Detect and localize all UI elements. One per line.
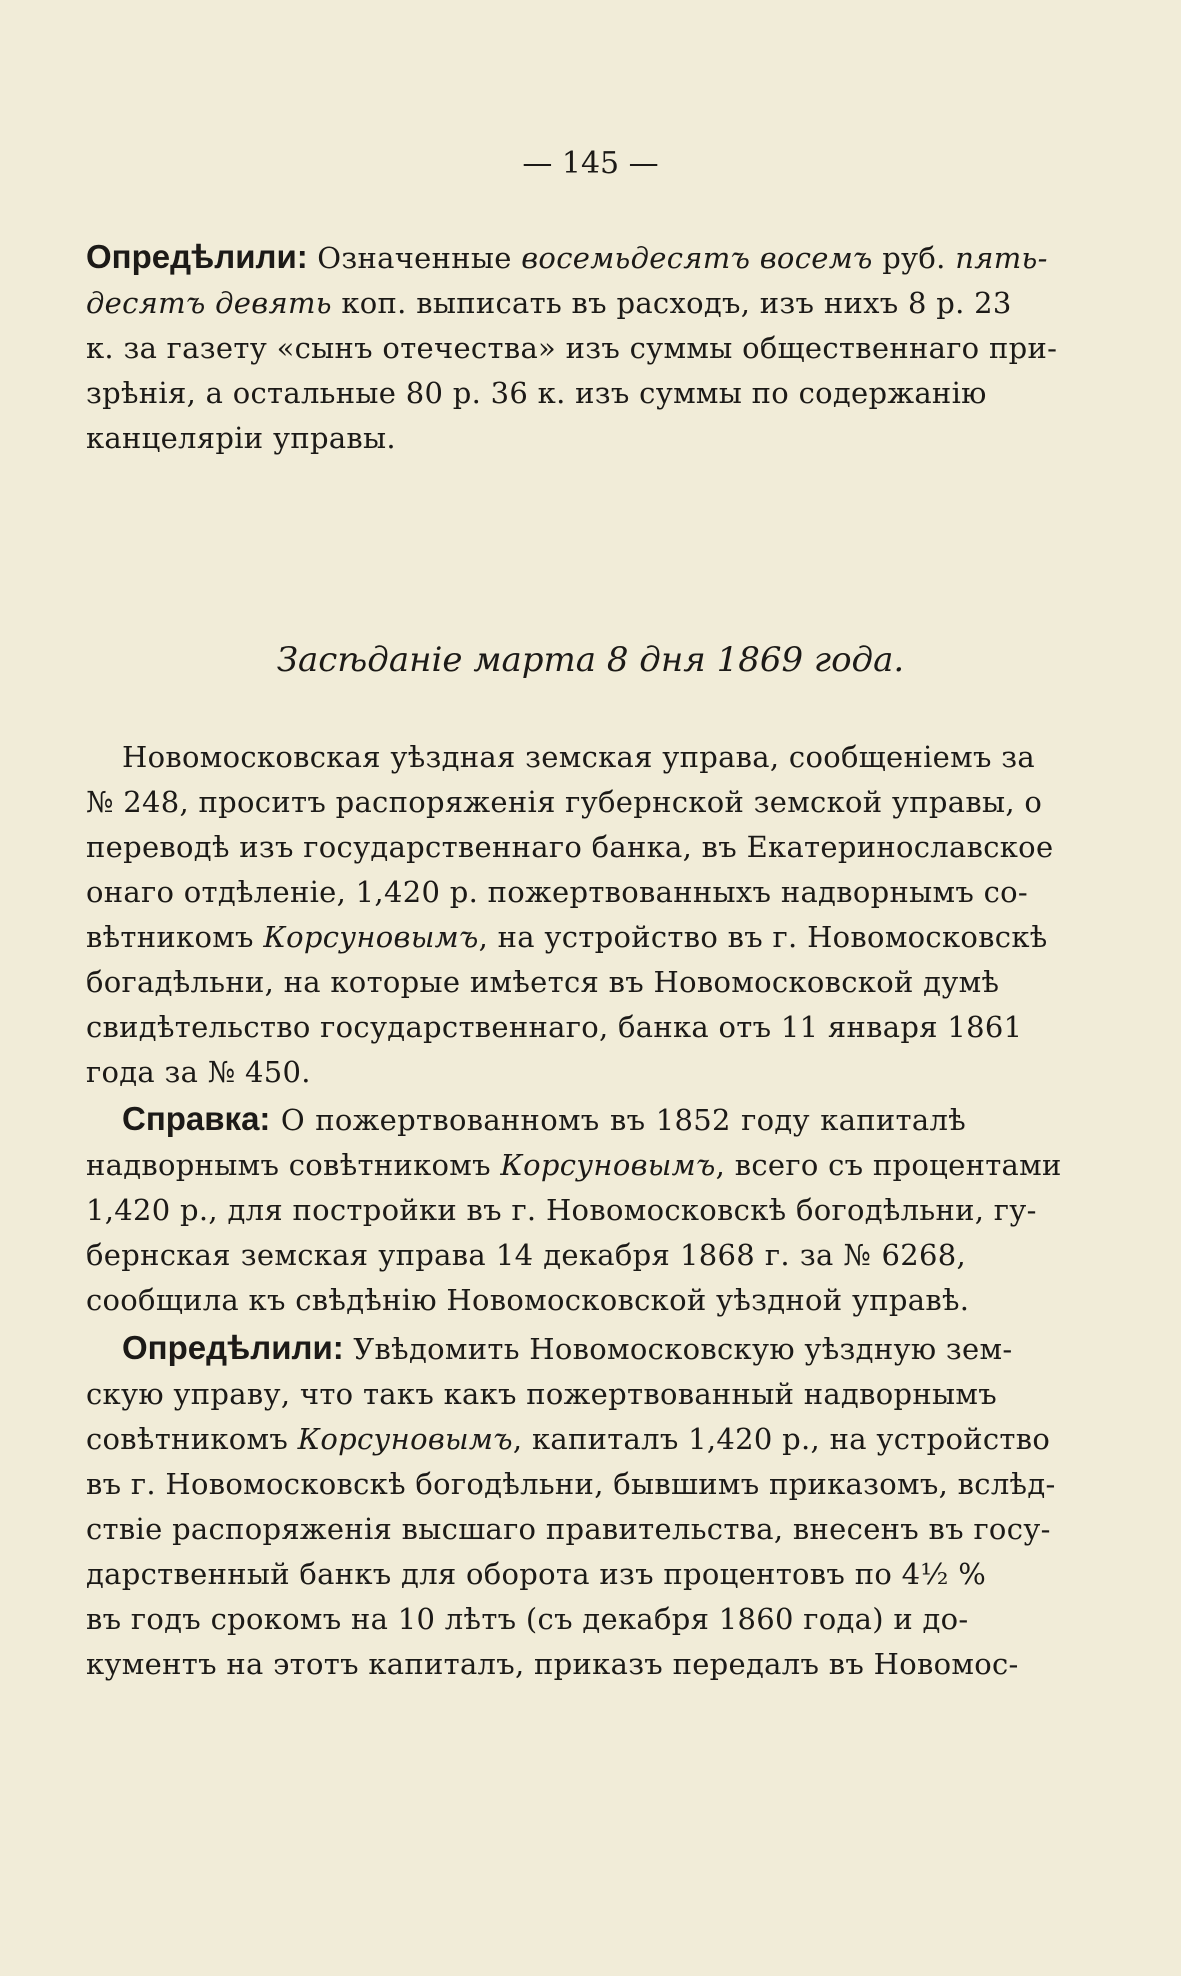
text-line: О пожертвованномъ въ 1852 году капиталѣ [280,1103,966,1137]
text-line: въ г. Новомосковскѣ богодѣльни, бывшимъ приказомъ, вслѣд- [86,1467,1056,1501]
resolution-label: Опредѣлили: [86,238,308,275]
text-line: к. за газету «сынъ отечества» изъ суммы общественнаго при- [86,331,1058,365]
text-line: канцеляріи управы. [86,421,396,455]
text-line: зрѣнія, а остальные 80 р. 36 к. изъ суммы по содержанію [86,376,987,410]
text-line: ствіе распоряженія высшаго правительства, внесенъ въ госу- [86,1512,1051,1546]
text-line: въ годъ срокомъ на 10 лѣтъ (съ декабря 1860 года) и до- [86,1602,969,1636]
text-line: Увѣдомить Новомосковскую уѣздную зем- [353,1332,1013,1366]
text-line: 1,420 р., для постройки въ г. Новомосковскѣ богодѣльни, гу- [86,1193,1037,1227]
text-line: бернская земская управа 14 декабря 1868 г. за № 6268, [86,1238,966,1272]
text-line: сообщила къ свѣдѣнію Новомосковской уѣздной управѣ. [86,1283,970,1317]
reference-label: Справка: [122,1100,271,1137]
text-line: надворнымъ совѣтникомъ Корсуновымъ, всего съ процентами [86,1148,1062,1182]
text-line: богадѣльни, на которые имѣется въ Новомосковской думѣ [86,965,1000,999]
resolution-block-2 [86,1325,1056,1687]
resolution-block-1 [86,234,1058,461]
text-line: кументъ на этотъ капиталъ, приказъ передалъ въ Новомос- [86,1647,1019,1681]
text-line: совѣтникомъ Корсуновымъ, капиталъ 1,420 р., на устройство [86,1422,1051,1456]
text-line: Новомосковская уѣздная земская управа, сообщеніемъ за [122,740,1035,774]
text-line: вѣтникомъ Корсуновымъ, на устройство въ г. Новомосковскѣ [86,920,1048,954]
text-line: свидѣтельство государственнаго, банка отъ 11 января 1861 [86,1010,1023,1044]
text-line: года за № 450. [86,1055,311,1089]
text-line: онаго отдѣленіе, 1,420 р. пожертвованныхъ надворнымъ со- [86,875,1028,909]
reference-block [86,1096,1062,1323]
resolution-label: Опредѣлили: [122,1329,344,1366]
petition-paragraph [86,735,1054,1095]
session-heading: Засѣданіе марта 8 дня 1869 года. [276,640,905,680]
text-line: № 248, проситъ распоряженія губернской земской управы, о [86,785,1043,819]
text-line: скую управу, что такъ какъ пожертвованный надворнымъ [86,1377,997,1411]
text-line: Означенные восемьдесятъ восемъ руб. пять- [317,241,1048,275]
text-line: десятъ девять коп. выписать въ расходъ, изъ нихъ 8 р. 23 [86,286,1012,320]
page-number: — 145 — [522,146,659,181]
text-line: дарственный банкъ для оборота изъ процентовъ по 4½ % [86,1557,987,1591]
text-line: переводѣ изъ государственнаго банка, въ Екатеринославское [86,830,1054,864]
